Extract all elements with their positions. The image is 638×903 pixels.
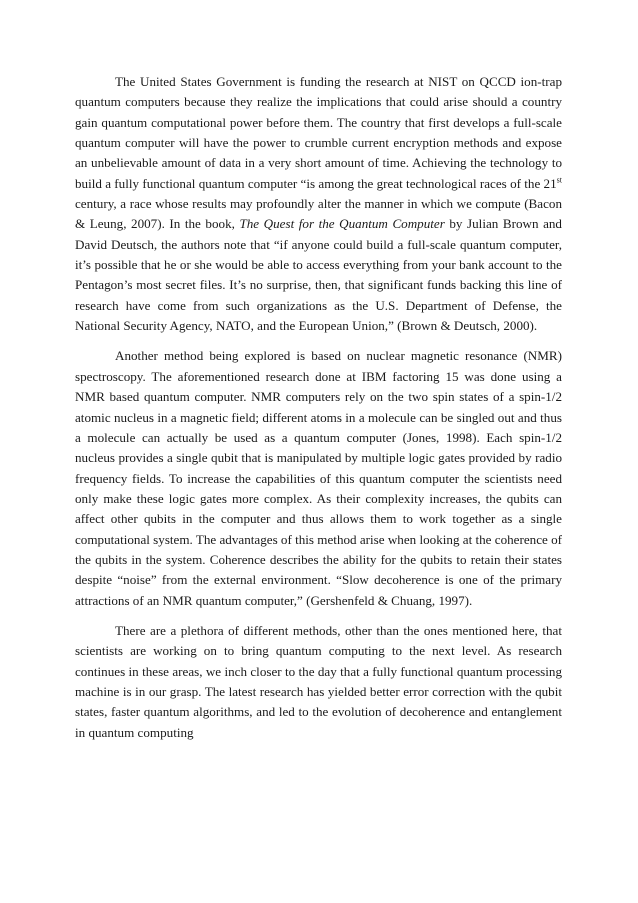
p1-text-3: by Julian Brown and David Deutsch, the authors note that “if anyone could build a full-scale quantum computer, it’s possible that he or she would be able to access everything from your bank account to the Pentagon’s most secret files. It’s no surprise, then, that significant funds backing this line of research have come from such organizations as the U.S. Department of Defense, the National Security Agency, NATO, and the European Union,” (Brown & Deutsch, 2000). xyxy=(75,216,562,334)
p1-superscript-st: st xyxy=(556,175,562,185)
p2-text: Another method being explored is based on nuclear magnetic resonance (NMR) spectroscopy. The aforementioned research done at IBM factoring 15 was done using a NMR based quantum computer. NMR computers rely on the two spin states of a spin-1/2 atomic nucleus in a magnetic field; different atoms in a molecule can be singled out and thus a molecule can actually be used as a quantum computer (Jones, 1998). Each spin-1/2 nucleus provides a single qubit that is manipulated by multiple logic gates provided by radio frequency fields. To increase the capabilities of this quantum computer the scientists need only make these logic gates more complex. As their complexity increases, the qubits can affect other qubits in the computer and thus allows them to work together as a single computational system. The advantages of this method arise when looking at the coherence of the qubits in the system. Coherence describes the ability for the qubits to retain their states despite “noise” from the external environment. “Slow decoherence is one of the primary attractions of an NMR quantum computer,” (Gershenfeld & Chuang, 1997). xyxy=(75,348,562,608)
document-page xyxy=(75,72,562,753)
paragraph-3 xyxy=(75,621,562,743)
p1-text-2: century, a race whose results may profoundly alter the manner in which we compute (Bacon & Leung, 2007). In the book, xyxy=(75,196,562,232)
paragraph-2 xyxy=(75,346,562,610)
p1-book-title: The Quest for the Quantum Computer xyxy=(239,216,445,232)
paragraph-1 xyxy=(75,72,562,336)
p3-text: There are a plethora of different methods, other than the ones mentioned here, that scientists are working on to bring quantum computing to the next level. As research continues in these areas, we inch closer to the day that a fully functional quantum processing machine is in our grasp. The latest research has yielded better error correction with the qubit states, faster quantum algorithms, and led to the evolution of decoherence and entanglement in quantum computing xyxy=(75,622,562,740)
p1-text-1: The United States Government is funding the research at NIST on QCCD ion-trap quantum computers because they realize the implications that could arise should a country gain quantum computational power before them. The country that first develops a full-scale quantum computer will have the power to crumble current encryption methods and expose an unbelievable amount of data in a very short amount of time. Achieving the technology to build a fully functional quantum computer “is among the great technological races of the 21 xyxy=(75,74,562,191)
